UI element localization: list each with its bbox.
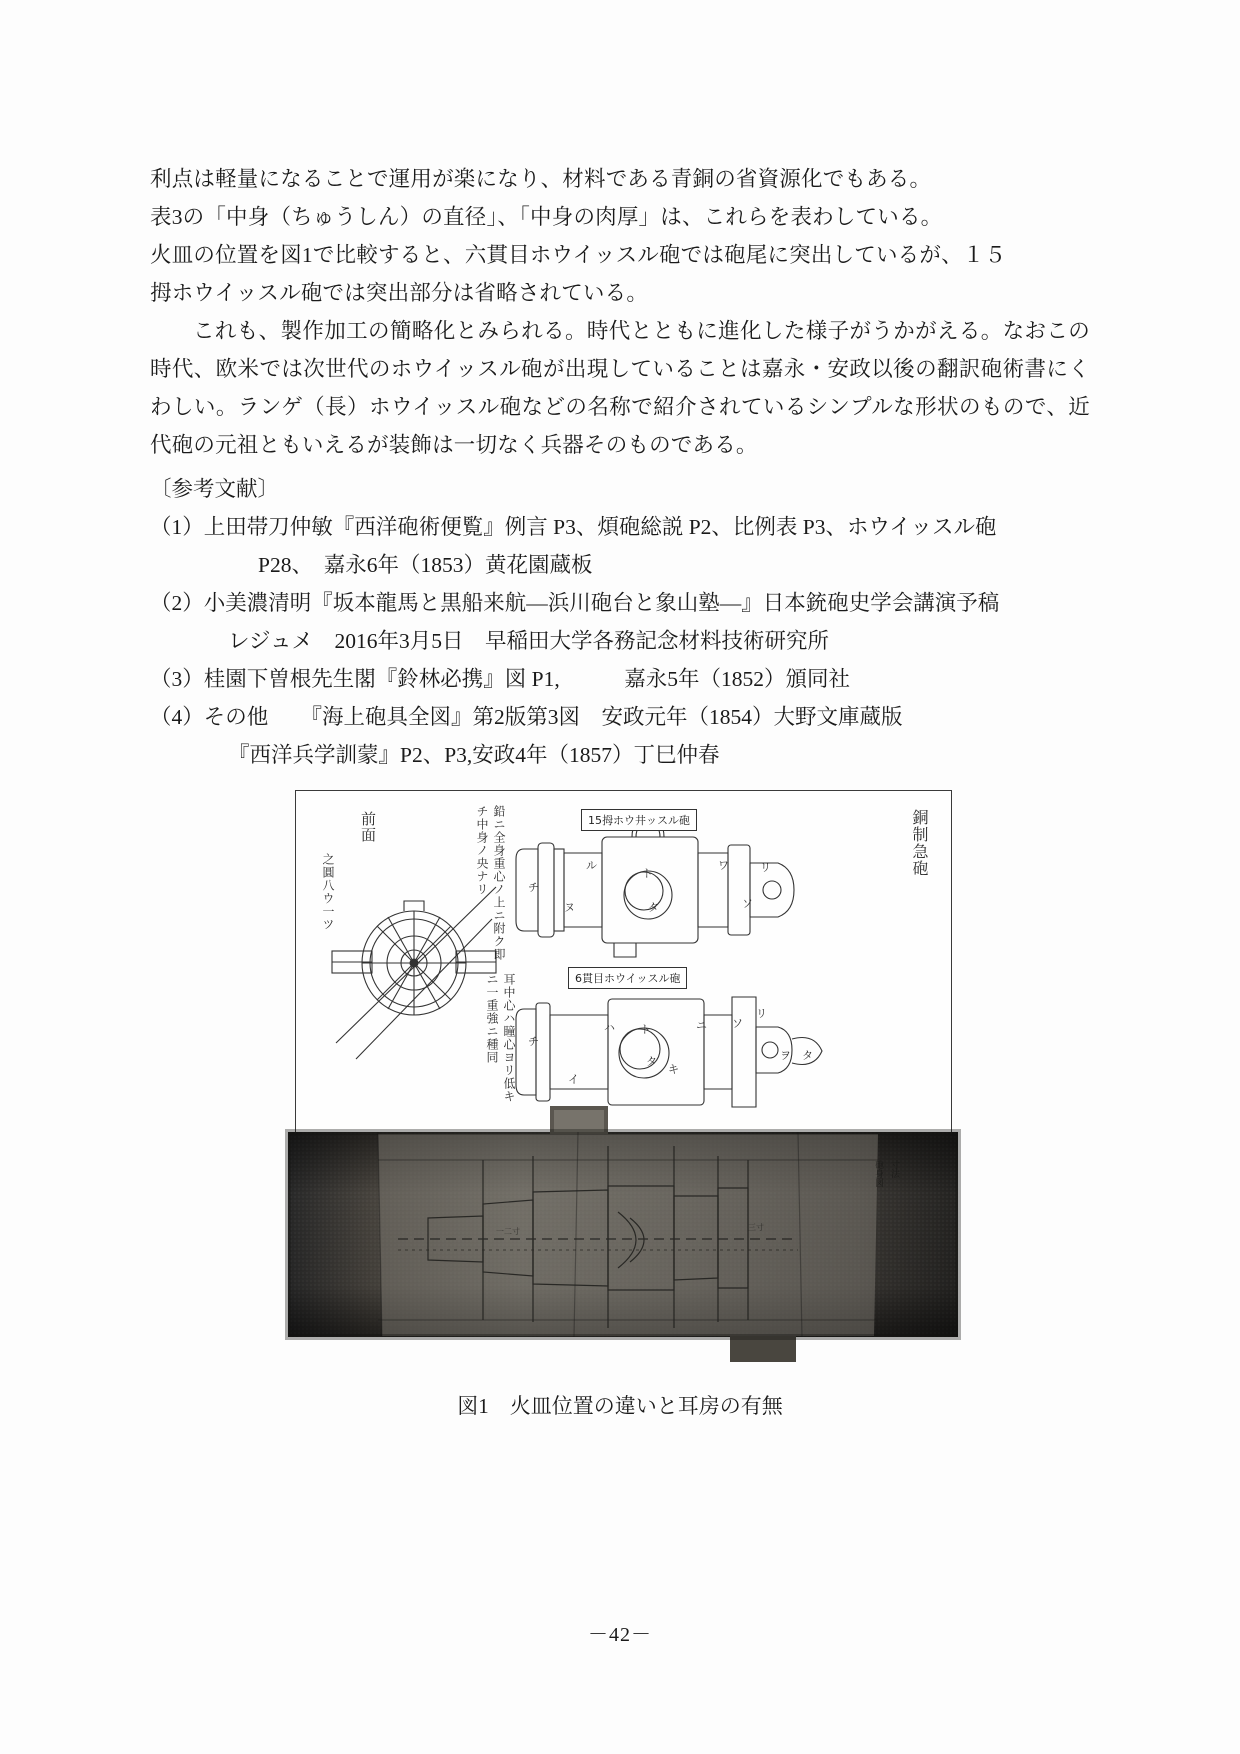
reference-item — [150, 508, 1090, 584]
svg-text:ヲ: ヲ — [780, 1049, 791, 1062]
svg-text:ト: ト — [642, 867, 653, 880]
document-body — [150, 160, 1090, 774]
body-line-3: 火皿の位置を図1で比較すると、六貫目ホウイッスル砲では砲尾に突出しているが、１５ — [150, 243, 1007, 267]
reference-item — [150, 584, 1090, 660]
svg-text:ソ: ソ — [742, 897, 753, 910]
body-line-1: 利点は軽量になることで運用が楽になり、材料である青銅の省資源化でもある。 — [150, 167, 932, 191]
svg-text:チ: チ — [528, 1035, 539, 1048]
svg-text:リ: リ — [760, 861, 771, 874]
reference-item — [150, 698, 1090, 774]
annotation-column-1: 鉛ニ全身重心ノ上ニ附ク即チ中身ノ央ナリ — [475, 805, 506, 961]
svg-text:タ: タ — [646, 1055, 657, 1068]
reference-text-continued: 『西洋兵学訓蒙』P2、P3,安政4年（1857）丁巳仲春 — [228, 743, 720, 767]
svg-text:ソ: ソ — [732, 1017, 743, 1030]
reference-text: 小美濃清明『坂本龍馬と黒船来航―浜川砲台と象山塾―』日本銃砲史学会講演予稿 — [203, 591, 1000, 615]
svg-text:ワ: ワ — [718, 859, 729, 872]
svg-text:寸法: 寸法 — [889, 1160, 899, 1178]
reference-number: （4） — [150, 705, 204, 729]
svg-text:チ: チ — [528, 881, 539, 894]
reference-text: 桂園下曽根先生閣『鈴林必携』図 P1, 嘉永5年（1852）頒同社 — [203, 667, 850, 691]
label-bronze-cannon: 銅制急砲 — [910, 809, 929, 877]
figure-caption: 図1 火皿位置の違いと耳房の有無 — [457, 1394, 783, 1418]
label-front-view: 前面 — [359, 811, 377, 843]
label-6-howitzer: 6貫目ホウイッスル砲 — [568, 967, 687, 989]
figure-line-drawing — [295, 790, 952, 1137]
svg-text:リ: リ — [756, 1007, 767, 1020]
svg-text:タ: タ — [802, 1049, 813, 1062]
references-heading: 〔参考文献〕 — [150, 477, 280, 501]
reference-item — [150, 660, 1090, 698]
page-number: －42－ — [588, 1624, 652, 1646]
reference-number: （3） — [150, 667, 204, 691]
svg-text:ト: ト — [640, 1023, 651, 1036]
svg-text:ニ: ニ — [696, 1019, 707, 1032]
svg-text:イ: イ — [568, 1073, 579, 1086]
svg-text:一二寸: 一二寸 — [496, 1227, 520, 1236]
reference-text-continued: レジュメ 2016年3月5日 早稲田大学各務記念材料技術研究所 — [228, 629, 830, 653]
svg-text:キ: キ — [668, 1063, 679, 1076]
reference-text-continued: P28、 嘉永6年（1853）黄花園蔵板 — [258, 553, 593, 577]
body-paragraph-2: これも、製作加工の簡略化とみられる。時代とともに進化した様子がうかがえる。なおこの時代、欧米では次世代のホウイッスル砲が出現していることは嘉永・安政以後の翻訳砲術書にくわしい。ランゲ（長）ホウイッスル砲などの名称で紹介されているシンプルな形状のもので、近代砲の元祖ともいえるが装飾は一切なく兵器そのものである。 — [150, 319, 1090, 457]
body-line-2: 表3の「中身（ちゅうしん）の直径」、「中身の肉厚」は、これらを表わしている。 — [150, 205, 943, 229]
svg-text:三寸: 三寸 — [748, 1223, 764, 1232]
body-line-4: 拇ホウイッスル砲では突出部分は省略されている。 — [150, 281, 649, 305]
svg-text:タ: タ — [648, 901, 659, 914]
svg-text:ハ: ハ — [604, 1021, 615, 1034]
svg-text:ヌ: ヌ — [564, 901, 575, 914]
svg-text:砲身図: 砲身図 — [873, 1160, 883, 1187]
reference-number: （1） — [150, 515, 204, 539]
svg-text:ル: ル — [586, 859, 597, 872]
photograph-svg — [278, 1100, 968, 1365]
label-15-howitzer: 15拇ホウ井ッスル砲 — [581, 809, 697, 831]
reference-text: 上田帯刀仲敏『西洋砲術便覧』例言 P3、煩砲総説 P2、比例表 P3、ホウイッスル砲 — [203, 515, 997, 539]
annotation-column-2: 之圓八ウ一ツ — [321, 853, 335, 931]
reference-number: （2） — [150, 591, 204, 615]
line-drawing-svg — [296, 791, 951, 1136]
annotation-column-3: 耳中心ハ瞳心ヨリ低キニ一重強ニ種同 — [485, 973, 516, 1103]
reference-text: その他 『海上砲具全図』第2版第3図 安政元年（1854）大野文庫蔵版 — [203, 705, 903, 729]
figure-photograph — [278, 1100, 968, 1365]
